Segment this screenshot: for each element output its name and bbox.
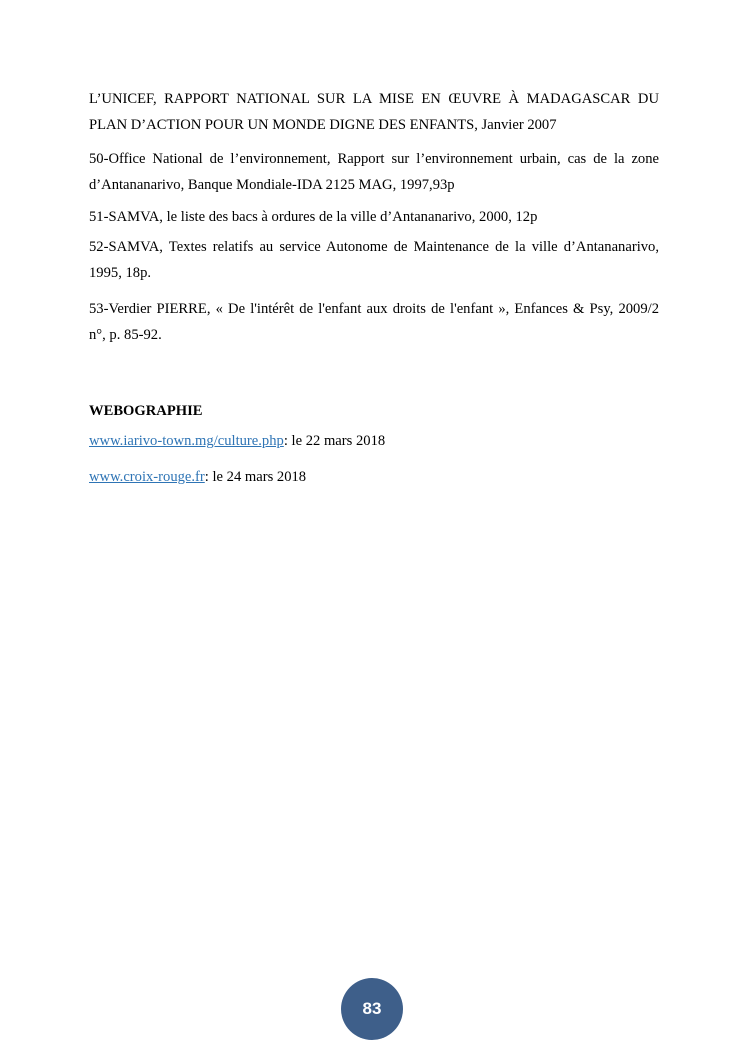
- page-number-badge: [341, 978, 403, 1040]
- reference-line: 1995, 18p.: [89, 265, 152, 281]
- reference-line: 53-Verdier PIERRE, « De l'intérêt de l'enfant aux droits de l'enfant », Enfances & Psy, 2009/2: [89, 301, 659, 317]
- reference-51: [89, 204, 659, 230]
- reference-line: 51-SAMVA, le liste des bacs à ordures de la ville d’Antananarivo, 2000, 12p: [89, 209, 538, 225]
- webography-link[interactable]: www.iarivo-town.mg/culture.php: [89, 433, 284, 449]
- reference-line: PLAN D’ACTION POUR UN MONDE DIGNE DES ENFANTS, Janvier 2007: [89, 117, 557, 133]
- reference-unicef: [89, 86, 659, 138]
- webography-date: : le 24 mars 2018: [204, 469, 307, 485]
- page-content: [89, 86, 659, 500]
- webography-date: : le 22 mars 2018: [283, 433, 386, 449]
- page-number: 83: [362, 999, 382, 1018]
- webography-link[interactable]: www.croix-rouge.fr: [89, 469, 205, 485]
- reference-line: L’UNICEF, RAPPORT NATIONAL SUR LA MISE EN ŒUVRE À MADAGASCAR DU: [89, 91, 659, 107]
- reference-52: [89, 234, 659, 286]
- reference-line: 52-SAMVA, Textes relatifs au service Autonome de Maintenance de la ville d’Antananarivo,: [89, 239, 659, 255]
- webography-entry: [89, 428, 659, 454]
- reference-53: [89, 296, 659, 348]
- reference-line: 50-Office National de l’environnement, Rapport sur l’environnement urbain, cas de la zone: [89, 151, 659, 167]
- reference-50: [89, 146, 659, 198]
- reference-line: d’Antananarivo, Banque Mondiale-IDA 2125 MAG, 1997,93p: [89, 177, 455, 193]
- reference-line: n°, p. 85-92.: [89, 327, 162, 343]
- webography-heading: WEBOGRAPHIE: [89, 403, 203, 419]
- webography-entry: [89, 464, 659, 490]
